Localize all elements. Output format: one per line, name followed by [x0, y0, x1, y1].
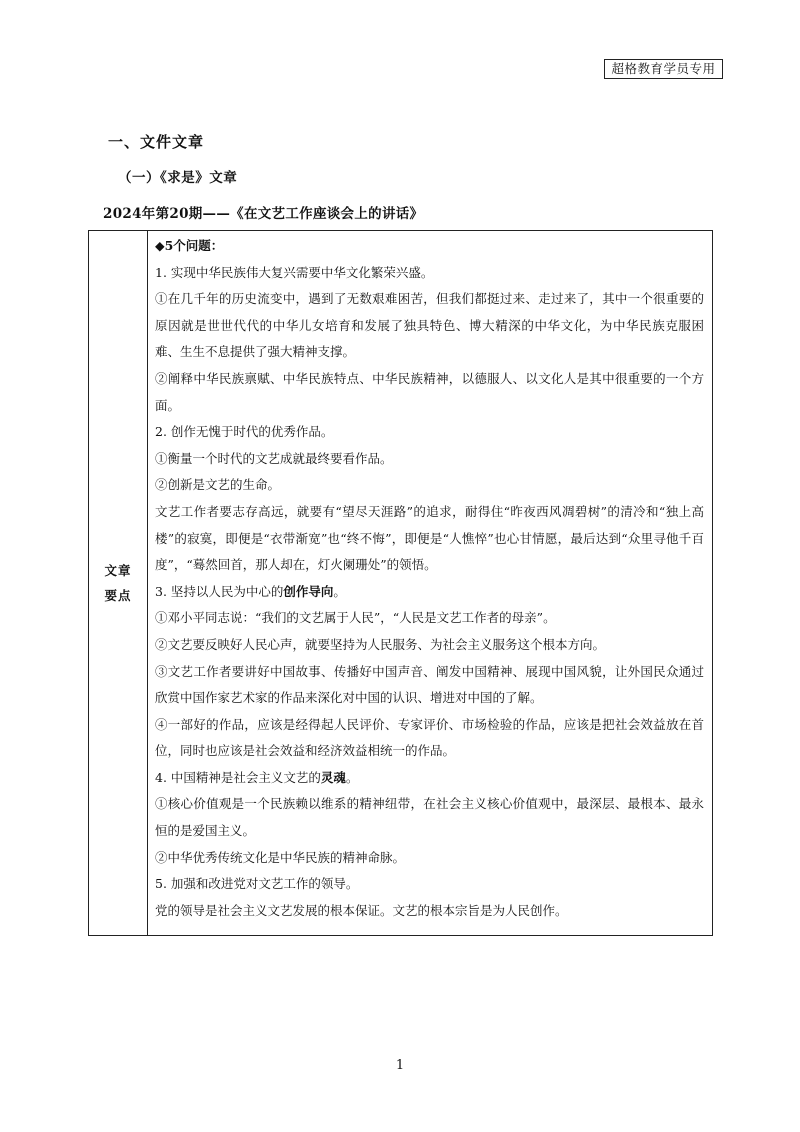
content-cell: [148, 231, 713, 936]
point-4-detail-a: ①核心价值观是一个民族赖以维系的精神纽带，在社会主义核心价值观中，最深层、最根本、最永恒的是爱国主义。: [155, 796, 704, 839]
points-heading: ◆5个问题：: [155, 238, 224, 253]
point-3-title: [155, 579, 704, 606]
article-points-table: [88, 230, 713, 936]
point-1-detail-b: ②阐释中华民族禀赋、中华民族特点、中华民族精神，以德服人、以文化人是其中很重要的一个方面。: [155, 370, 704, 413]
row-label-line1: 文章: [104, 563, 132, 578]
point-4-detail-b: ②中华优秀传统文化是中华民族的精神命脉。: [155, 849, 406, 865]
point-4-title: [155, 765, 704, 792]
point-2-detail-b: ②创新是文艺的生命。: [155, 477, 281, 493]
point-3-title-bold: 创作导向: [283, 583, 334, 599]
row-label: [89, 231, 148, 936]
point-3-title-post: 。: [333, 583, 346, 599]
point-4-title-post: 。: [345, 769, 359, 785]
point-4-title-bold: 灵魂: [320, 769, 346, 785]
point-3-detail-b: ②文艺要反映好人民心声，就要坚持为人民服务、为社会主义服务这个根本方向。: [155, 636, 606, 652]
header-tag: 超格教育学员专用: [604, 59, 723, 79]
point-2-detail-c: 文艺工作者要志存高远，就要有“望尽天涯路”的追求，耐得住“昨夜西风凋碧树”的清冷和“独上高楼”的寂寞，即便是“衣带渐宽”也“终不悔”，即便是“人憔悴”也心甘情愿，最后达到“众里寻他千百度”，“蓦然回首，那人却在，灯火阑珊处”的领悟。: [155, 503, 704, 573]
point-1-title: 1. 实现中华民族伟大复兴需要中华文化繁荣兴盛。: [155, 264, 434, 280]
point-5-detail-a: 党的领导是社会主义文艺发展的根本保证。文艺的根本宗旨是为人民创作。: [155, 902, 568, 918]
point-3-title-pre: 3. 坚持以人民为中心的: [155, 583, 284, 599]
section-title: 一、文件文章: [108, 133, 205, 151]
point-2-title: 2. 创作无愧于时代的优秀作品。: [155, 424, 334, 440]
article-title: 2024年第20期——《在文艺工作座谈会上的讲话》: [103, 206, 424, 222]
point-4-title-pre: 4. 中国精神是社会主义文艺的: [155, 769, 321, 785]
point-2-detail-a: ①衡量一个时代的文艺成就最终要看作品。: [155, 450, 393, 466]
point-3-detail-a: ①邓小平同志说：“我们的文艺属于人民”，“人民是文艺工作者的母亲”。: [155, 610, 556, 626]
page-number: 1: [395, 1058, 405, 1073]
row-label-line2: 要点: [104, 588, 132, 603]
point-1-detail-a: ①在几千年的历史流变中，遇到了无数艰难困苦，但我们都挺过来、走过来了，其中一个很重要的原因就是世世代代的中华儿女培育和发展了独具特色、博大精深的中华文化，为中华民族克服困难、生生不息提供了强大精神支撑。: [155, 291, 704, 360]
point-3-detail-d: ④一部好的作品，应该是经得起人民评价、专家评价、市场检验的作品，应该是把社会效益放在首位，同时也应该是社会效益和经济效益相统一的作品。: [155, 716, 704, 759]
point-5-title: 5. 加强和改进党对文艺工作的领导。: [155, 876, 359, 892]
point-3-detail-c: ③文艺工作者要讲好中国故事、传播好中国声音、阐发中国精神、展现中国风貌，让外国民众通过欣赏中国作家艺术家的作品来深化对中国的认识、增进对中国的了解。: [155, 663, 704, 706]
subsection-title: （一）《求是》文章: [118, 170, 238, 186]
